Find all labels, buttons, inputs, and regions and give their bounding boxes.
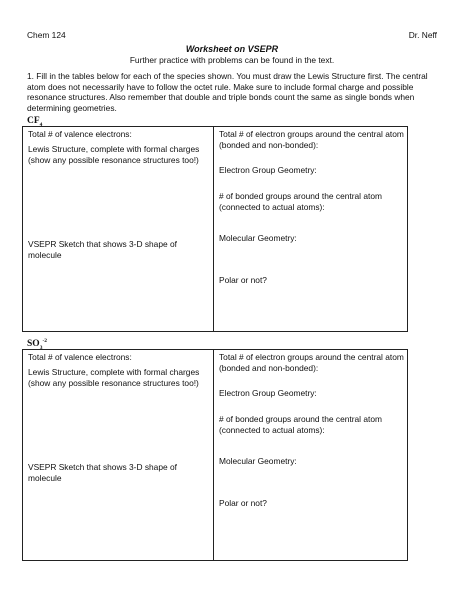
valence-electrons-label: Total # of valence electrons: — [28, 352, 132, 362]
vsepr-sketch-label: VSEPR Sketch that shows 3-D shape of molecule — [28, 239, 177, 260]
right-column — [214, 127, 407, 331]
right-column — [214, 350, 407, 560]
molecular-geometry-label: Molecular Geometry: — [219, 233, 297, 243]
bonded-groups-label: # of bonded groups around the central atom (connected to actual atoms): — [219, 414, 382, 435]
polar-label: Polar or not? — [219, 498, 267, 508]
left-column — [23, 127, 214, 331]
bonded-groups-label: # of bonded groups around the central atom (connected to actual atoms): — [219, 191, 382, 212]
molecular-geometry-label: Molecular Geometry: — [219, 456, 297, 466]
electron-groups-label: Total # of electron groups around the central atom (bonded and non-bonded): — [219, 129, 404, 150]
lewis-structure-label: Lewis Structure, complete with formal charges (show any possible resonance structures too!) — [28, 367, 200, 388]
species-superscript: -2 — [42, 338, 48, 344]
electron-group-geometry-label: Electron Group Geometry: — [219, 165, 317, 175]
vsepr-table-cf4 — [22, 126, 408, 332]
species-subscript: 3 — [39, 345, 43, 352]
electron-group-geometry-label: Electron Group Geometry: — [219, 388, 317, 398]
species-formula: SO — [27, 339, 40, 350]
electron-groups-label: Total # of electron groups around the central atom (bonded and non-bonded): — [219, 352, 404, 373]
vsepr-sketch-label: VSEPR Sketch that shows 3-D shape of molecule — [28, 462, 177, 483]
vsepr-table-so3 — [22, 349, 408, 561]
species-formula: CF — [27, 116, 40, 127]
worksheet-subtitle: Further practice with problems can be found in the text. — [129, 55, 335, 65]
worksheet-title: Worksheet on VSEPR — [185, 44, 279, 54]
species-subscript: 4 — [39, 122, 43, 129]
instructions-paragraph: 1. Fill in the tables below for each of the species shown. You must draw the Lewis Structure first. The central atom does not necessarily have to follow the octet rule. Make sure to include formal charge and possible resonance structures. Also remember that double and triple bonds count the same as single bonds when determining geometries. — [27, 71, 428, 113]
polar-label: Polar or not? — [219, 275, 267, 285]
left-column — [23, 350, 214, 560]
instructor-name: Dr. Neff — [408, 30, 437, 40]
lewis-structure-label: Lewis Structure, complete with formal charges (show any possible resonance structures too!) — [28, 144, 200, 165]
course-name: Chem 124 — [27, 30, 66, 40]
valence-electrons-label: Total # of valence electrons: — [28, 129, 132, 139]
